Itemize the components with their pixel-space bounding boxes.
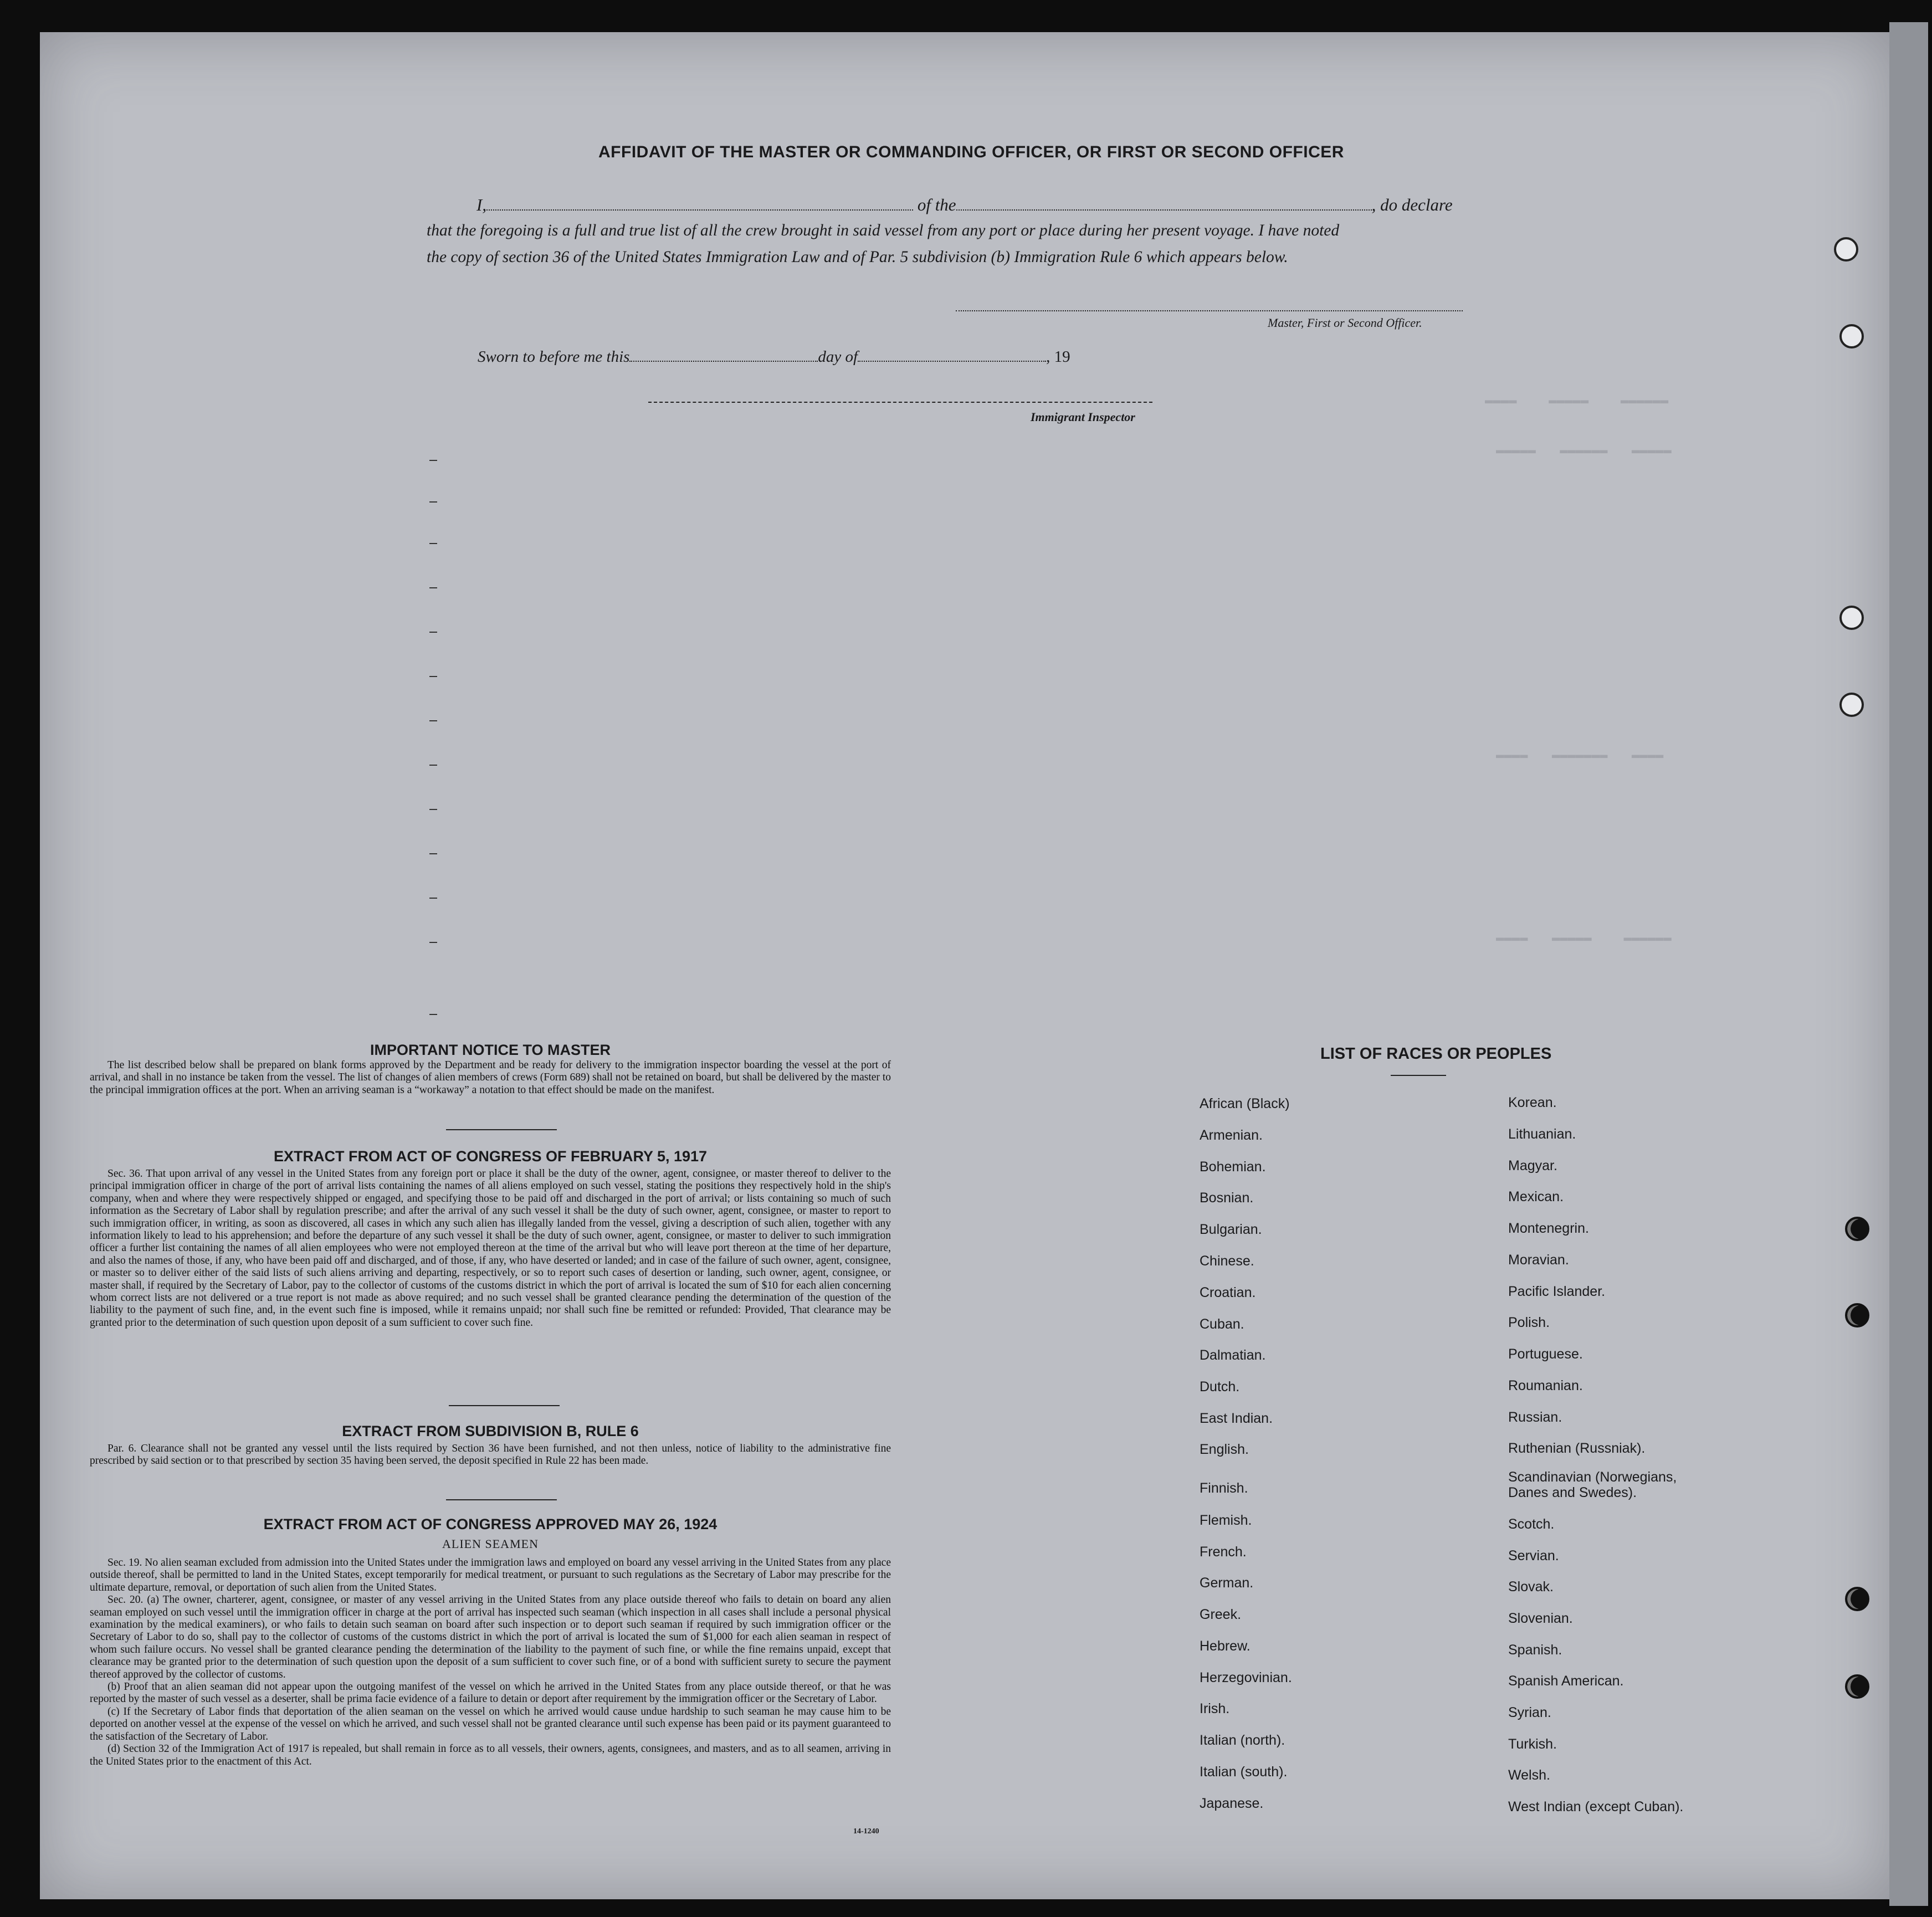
race-item: Armenian. (1200, 1127, 1263, 1143)
act-1924-title: EXTRACT FROM ACT OF CONGRESS APPROVED MAY 26, 1924 (263, 1516, 718, 1532)
margin-mark (429, 543, 437, 544)
bleed-through: ▬▬▬▬▬ ▬▬▬▬▬▬ ▬▬▬▬▬ (1496, 443, 1672, 458)
race-item: Spanish. (1508, 1642, 1562, 1658)
race-item: Magyar. (1508, 1158, 1557, 1173)
race-item: Korean. (1508, 1095, 1557, 1110)
race-item: Pacific Islander. (1508, 1284, 1606, 1299)
race-item: Croatian. (1200, 1285, 1256, 1300)
binder-hole (1845, 1217, 1869, 1241)
race-item: English. (1200, 1442, 1249, 1457)
binder-hole (1845, 1303, 1869, 1327)
race-item: Danes and Swedes). (1508, 1485, 1637, 1500)
bleed-through: ▬▬▬▬ ▬▬▬▬▬ ▬▬▬▬▬▬ (1485, 393, 1669, 408)
inspector-caption: Immigrant Inspector (1031, 410, 1135, 424)
sec-36-text: Sec. 36. That upon arrival of any vessel in the United States from any foreign port or place it shall be the duty of the owner, agent, consignee, or master thereof to deliver to the principal immigration officer in charge of the port of arrival lists containing the names of all aliens employed on such vessel, stating the positions they respectively hold in the ship's company, when and where they were respectively shipped or engaged, and specifying those to be paid off and discharged in the port of arrival; or lists containing so much of such information as the Secretary of Labor shall by regulation prescribe; and after the arrival of any such vessel it shall be the duty of such owner, agent, consignee, or master to report to such immigration officer, in writing, as soon as discovered, all cases in which any such alien has illegally landed from the vessel, giving a description of such alien, together with any information likely to lead to his apprehension; and before the departure of any such vessel it shall be the duty of such owner, agent, consignee, or master to deliver to such immigration officer a further list containing the names of all alien employees who were not employed thereon at the time of the arrival but who will leave port thereon at the time of her departure, and also the names of those, if any, who have been paid off and discharged, and of those, if any, who have deserted or landed; and in case of the failure of such owner, agent, consignee, or master so to deliver either of the said lists of such aliens arriving and departing, respectively, or so to report such cases of desertion or landing, such owner, agent, consignee, or master shall, if required by the Secretary of Labor, pay to the collector of customs of the customs district in which the port of arrival is located the sum of $10 for each alien concerning whom correct lists are not delivered or a true report is not made as above required; and no such vessel shall be granted clearance pending the determination of the question of the liability to the payment of such fine, and, in the event such fine is imposed, while it remains unpaid; nor shall such fine be remitted or refunded: Provided, That clearance may be granted prior to the determination of such question upon deposit of a sum sufficient to cover such fine. (90, 1168, 891, 1329)
margin-mark (429, 632, 437, 633)
race-item: Spanish American. (1508, 1673, 1624, 1689)
sec-19-text: Sec. 19. No alien seaman excluded from admission into the United States under the immigration laws and employed on board any vessel arriving in the United States from any place outside thereof, shall be permitted to land in the United States, except temporarily for medical treatment, or pursuant to such regulations as the Secretary of Labor may prescribe for the ultimate departure, removal, or deportation of such alien from the United States. (90, 1557, 891, 1593)
day-of-label: day of (818, 348, 858, 366)
binder-hole (1839, 324, 1864, 348)
race-item: Lithuanian. (1508, 1126, 1576, 1142)
affidavit-line-3: the copy of section 36 of the United States Immigration Law and of Par. 5 subdivision (b) Immigration Rule 6 which appears below. (427, 248, 1288, 266)
master-signature-line (956, 310, 1463, 311)
race-item: Polish. (1508, 1315, 1550, 1330)
act-1917-title: EXTRACT FROM ACT OF CONGRESS OF FEBRUARY 5, 1917 (273, 1148, 708, 1165)
year-label: , 19 (1046, 348, 1070, 366)
form-number: 14-1240 (853, 1827, 879, 1836)
race-item: Japanese. (1200, 1796, 1264, 1811)
race-item: Bulgarian. (1200, 1222, 1262, 1237)
alien-seamen-subtitle: ALIEN SEAMEN (442, 1537, 539, 1551)
race-item: Flemish. (1200, 1513, 1252, 1528)
race-item: Syrian. (1508, 1705, 1551, 1720)
race-item: Dutch. (1200, 1379, 1240, 1395)
margin-mark (429, 898, 437, 899)
name-blank (486, 209, 913, 211)
divider (446, 1499, 557, 1500)
affidavit-declaration-line (476, 195, 1468, 215)
race-item: Herzegovinian. (1200, 1670, 1292, 1685)
race-item: Finnish. (1200, 1480, 1248, 1496)
race-item: Irish. (1200, 1701, 1230, 1716)
margin-mark (429, 460, 437, 461)
race-item: French. (1200, 1544, 1247, 1560)
par-6-text: Par. 6. Clearance shall not be granted any vessel until the lists required by Section 36 have been furnished, and not then unless, notice of liability to the administrative fine prescribed by said section or to that prescribed by section 35 having been served, the deposit specified in Rule 22 has been made. (90, 1443, 891, 1467)
do-declare-label: , do declare (1371, 195, 1453, 214)
margin-mark (429, 765, 437, 766)
race-item: Moravian. (1508, 1252, 1569, 1268)
rule-6-title: EXTRACT FROM SUBDIVISION B, RULE 6 (342, 1423, 639, 1439)
sec-20d-text: (d) Section 32 of the Immigration Act of 1917 is repealed, but shall remain in force as to all vessels, their owners, agents, consignees, and masters, and as to all seamen, arriving in the United States prior to the enactment of this Act. (90, 1743, 891, 1767)
bleed-through: ▬▬▬▬ ▬▬▬▬▬▬▬ ▬▬▬▬ (1496, 748, 1664, 763)
margin-mark (429, 720, 437, 721)
binder-hole (1834, 237, 1858, 262)
race-item: Hebrew. (1200, 1638, 1251, 1654)
race-item: Portuguese. (1508, 1346, 1583, 1362)
race-item: Slovak. (1508, 1579, 1554, 1595)
binder-hole (1839, 606, 1864, 630)
rule-6-body (90, 1443, 891, 1468)
race-item: Roumanian. (1508, 1378, 1583, 1393)
sec-20b-text: (b) Proof that an alien seaman did not appear upon the outgoing manifest of the vessel on which he arrived in the United States from any place outside thereof, or that he was reported by the master of such vessel as a deserter, shall be prima facie evidence of a failure to detain or deport after requirement by the immigration officer or the Secretary of Labor. (90, 1681, 891, 1705)
race-item: Scandinavian (Norwegians, (1508, 1469, 1677, 1485)
binder-hole (1845, 1587, 1869, 1611)
inspector-signature-line (648, 402, 1152, 403)
affidavit-title: AFFIDAVIT OF THE MASTER OR COMMANDING OFFICER, OR FIRST OR SECOND OFFICER (598, 143, 1344, 161)
race-item: West Indian (except Cuban). (1508, 1799, 1684, 1815)
divider (1391, 1075, 1446, 1076)
affidavit-line-2: that the foregoing is a full and true list of all the crew brought in said vessel from any port or place during her present voyage. I have noted (427, 222, 1340, 239)
race-item: Greek. (1200, 1607, 1242, 1622)
margin-mark (429, 676, 437, 677)
race-item: Italian (north). (1200, 1733, 1285, 1748)
sec-20c-text: (c) If the Secretary of Labor finds that deportation of the alien seaman on the vessel on which he arrived would cause undue hardship to such seaman he may cause him to be deported on another vessel at the expense of the vessel on which he arrived, and such vessel shall not be granted clearance until such expense has been paid or its payment guaranteed to the satisfaction of the Secretary of Labor. (90, 1705, 891, 1742)
race-item: Dalmatian. (1200, 1347, 1266, 1363)
race-item: Russian. (1508, 1409, 1562, 1425)
master-signature-caption: Master, First or Second Officer. (1268, 316, 1422, 330)
binder-hole (1839, 693, 1864, 717)
sheet-edge (1889, 22, 1928, 1906)
notice-title: IMPORTANT NOTICE TO MASTER (370, 1042, 611, 1058)
race-item: Cuban. (1200, 1316, 1244, 1332)
sworn-label: Sworn to before me this (478, 348, 630, 366)
act-1924-body (90, 1557, 891, 1768)
vessel-blank (956, 209, 1372, 211)
i-label: I, (476, 195, 487, 214)
race-item: Mexican. (1508, 1189, 1564, 1204)
sworn-line (478, 348, 1070, 366)
race-item: German. (1200, 1575, 1254, 1591)
margin-mark (429, 1014, 437, 1015)
binder-hole (1845, 1674, 1869, 1699)
bleed-through: ▬▬▬▬ ▬▬▬▬▬ ▬▬▬▬▬▬ (1496, 931, 1672, 946)
divider (449, 1405, 560, 1406)
race-item: Slovenian. (1508, 1611, 1573, 1626)
margin-mark (429, 809, 437, 810)
race-item: Montenegrin. (1508, 1221, 1589, 1236)
act-1917-body (90, 1168, 891, 1329)
race-item: Bosnian. (1200, 1190, 1254, 1206)
notice-text: The list described below shall be prepared on blank forms approved by the Department and be ready for delivery to the immigration inspector boarding the vessel at the port of arrival, and shall in no instance be taken from the vessel. The list of changes of alien members of crews (Form 689) shall not be retained on board, but shall be delivered by the master to the principal immigration offices at the port. When an arriving seaman is a “workaway” a notation to that effect should be made on the manifest. (90, 1059, 891, 1096)
sworn-month-blank (858, 361, 1046, 362)
race-item: Turkish. (1508, 1736, 1557, 1752)
sec-20a-text: Sec. 20. (a) The owner, charterer, agent, consignee, or master of any vessel arriving in the United States from any place outside thereof who fails to detain on board any alien seaman employed on such vessel until the immigration officer in charge at the port of arrival has inspected such seaman (which inspection in all cases shall include a personal physical examination by the medical examiners), or who fails to detain such seaman on board after such inspection or to deport such seaman if required by such immigration officer or the Secretary of Labor to do so, shall pay to the collector of customs of the customs district in which the port of arrival is located the sum of $1,000 for each alien seaman in respect of whom such failure occurs. No vessel shall be granted clearance pending the determination of the liability to the payment of such fine, or while the fine remains unpaid, except that clearance may be granted prior to the determination of such question upon the deposit of a sum sufficient to cover such fine, or of a bond with sufficient surety to secure the payment thereof approved by the collector of customs. (90, 1594, 891, 1680)
sworn-day-blank (629, 361, 818, 362)
of-the-label: of the (917, 195, 956, 214)
race-item: Servian. (1508, 1548, 1559, 1564)
race-item: Scotch. (1508, 1516, 1555, 1532)
race-item: African (Black) (1200, 1096, 1290, 1111)
race-item: Italian (south). (1200, 1764, 1288, 1780)
race-item: East Indian. (1200, 1411, 1273, 1426)
divider (446, 1129, 557, 1130)
margin-mark (429, 501, 437, 503)
margin-mark (429, 587, 437, 588)
race-item: Bohemian. (1200, 1159, 1266, 1175)
notice-body (90, 1059, 891, 1096)
race-item: Ruthenian (Russniak). (1508, 1441, 1646, 1456)
race-item: Chinese. (1200, 1253, 1254, 1269)
margin-mark (429, 942, 437, 943)
race-item: Welsh. (1508, 1767, 1550, 1783)
races-title: LIST OF RACES OR PEOPLES (1320, 1045, 1552, 1063)
margin-mark (429, 853, 437, 854)
